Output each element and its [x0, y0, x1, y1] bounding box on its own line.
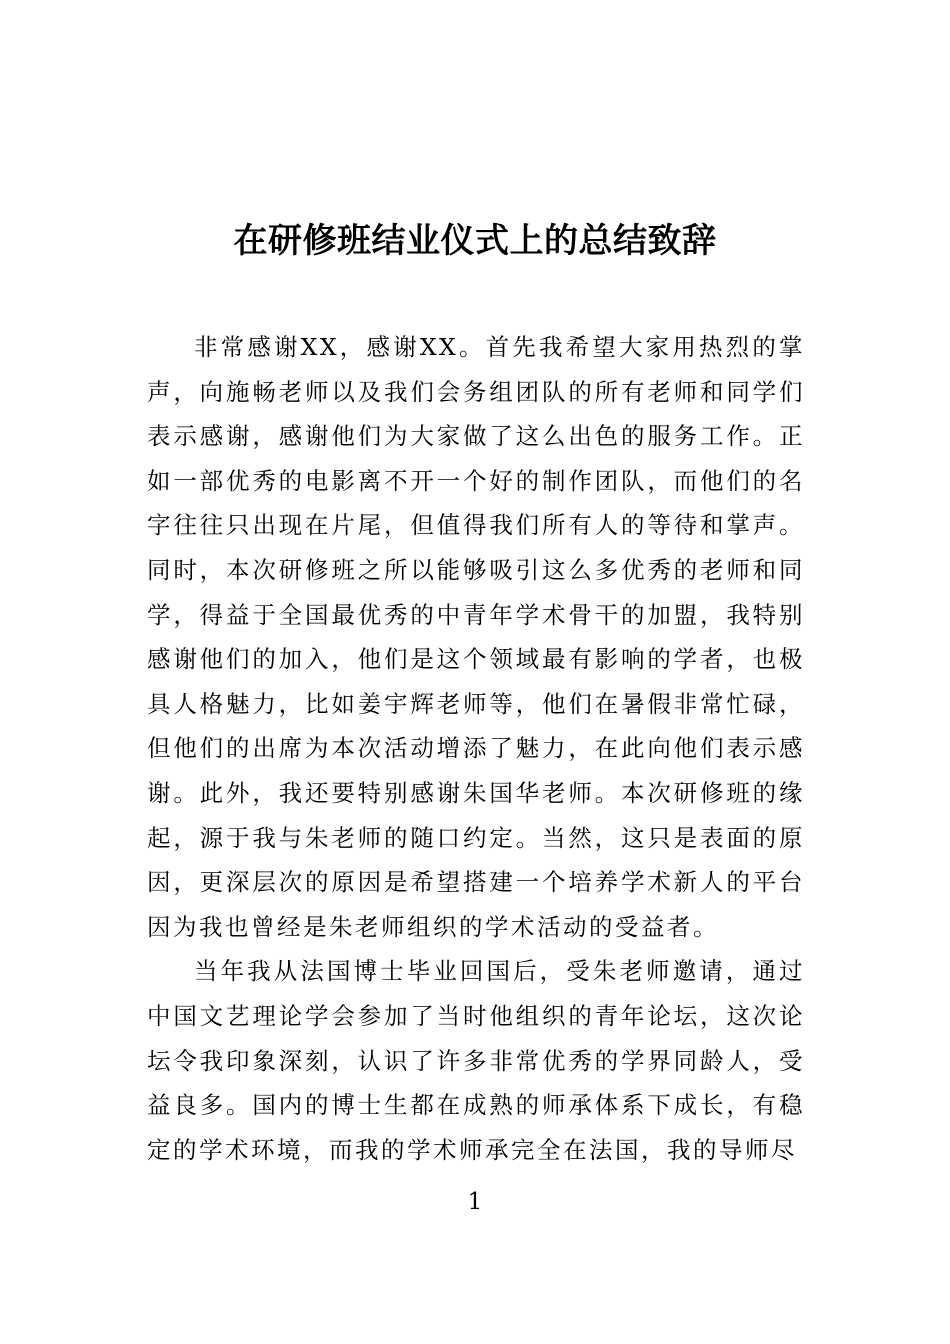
document-body: [147, 325, 805, 1172]
paragraph-1: 非常感谢XX，感谢XX。首先我希望大家用热烈的掌声，向施畅老师以及我们会务组团队的所有老师和同学们表示感谢，感谢他们为大家做了这么出色的服务工作。正如一部优秀的电影离不开一个好的制作团队，而他们的名字往往只出现在片尾，但值得我们所有人的等待和掌声。同时，本次研修班之所以能够吸引这么多优秀的老师和同学，得益于全国最优秀的中青年学术骨干的加盟，我特别感谢他们的加入，他们是这个领域最有影响的学者，也极具人格魅力，比如姜宇辉老师等，他们在暑假非常忙碌，但他们的出席为本次活动增添了魅力，在此向他们表示感谢。此外，我还要特别感谢朱国华老师。本次研修班的缘起，源于我与朱老师的随口约定。当然，这只是表面的原因，更深层次的原因是希望搭建一个培养学术新人的平台因为我也曾经是朱老师组织的学术活动的受益者。: [147, 333, 805, 941]
page-number: 1: [467, 1189, 483, 1215]
paragraph-2: 当年我从法国博士毕业回国后，受朱老师邀请，通过中国文艺理论学会参加了当时他组织的青年论坛，这次论坛令我印象深刻，认识了许多非常优秀的学界同龄人，受益良多。国内的博士生都在成熟的师承体系下成长，有稳定的学术环境，而我的学术师承完全在法国，我的导师尽: [147, 957, 805, 1164]
document-title: 在研修班结业仪式上的总结致辞: [233, 220, 717, 261]
